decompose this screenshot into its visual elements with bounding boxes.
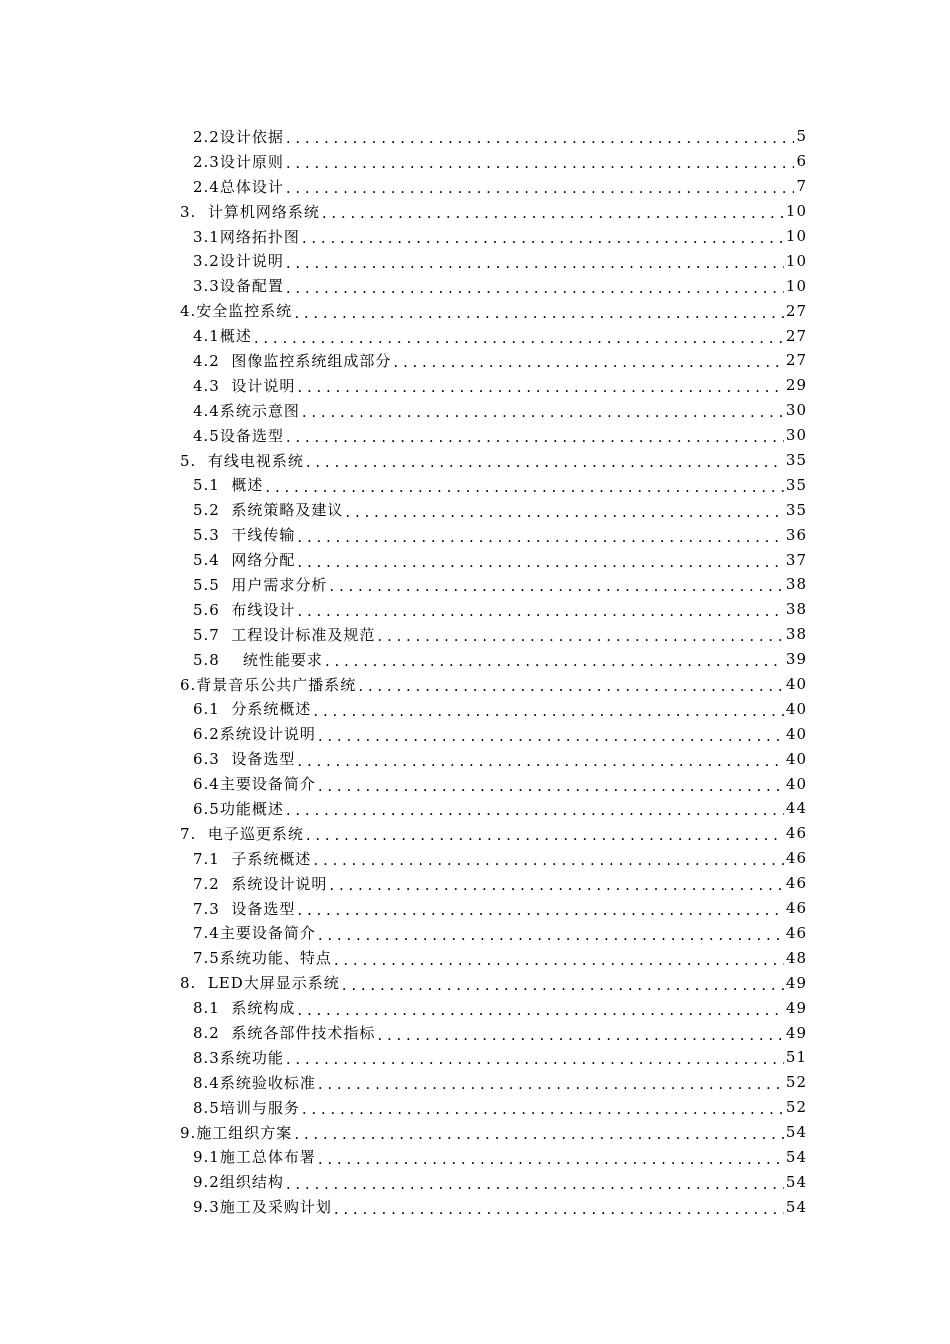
toc-dot-leader: [334, 1200, 784, 1218]
toc-dot-leader: [334, 951, 784, 969]
toc-entry-title: 9.3施工及采购计划: [193, 1198, 332, 1217]
toc-entry[interactable]: [0, 1020, 950, 1045]
toc-entry-page-number: 46: [785, 849, 807, 868]
toc-dot-leader: [286, 179, 795, 197]
toc-dot-leader: [297, 553, 784, 571]
toc-entry-page-number: 37: [785, 550, 807, 569]
toc-entry[interactable]: [0, 199, 950, 224]
toc-entry[interactable]: [0, 1194, 950, 1219]
toc-dot-leader: [318, 1075, 784, 1093]
toc-entry-page-number: 52: [785, 1098, 807, 1117]
toc-dot-leader: [297, 752, 784, 770]
toc-dot-leader: [297, 1001, 784, 1019]
toc-entry[interactable]: [0, 672, 950, 697]
toc-entry[interactable]: [0, 970, 950, 995]
toc-dot-leader: [286, 254, 784, 272]
toc-entry-page-number: 40: [785, 724, 807, 743]
toc-dot-leader: [297, 378, 784, 396]
toc-entry[interactable]: [0, 771, 950, 796]
toc-entry-page-number: 49: [785, 998, 807, 1017]
toc-entry[interactable]: [0, 572, 950, 597]
toc-entry-title: 8.2 系统各部件技术指标: [193, 1024, 376, 1042]
toc-entry-page-number: 40: [785, 675, 807, 694]
toc-entry-title: 6.5功能概述: [193, 799, 284, 818]
toc-entry-title: 7.4主要设备简介: [193, 924, 316, 943]
toc-entry[interactable]: [0, 921, 950, 946]
toc-entry-page-number: 35: [785, 475, 807, 494]
toc-entry[interactable]: [0, 149, 950, 174]
toc-entry[interactable]: [0, 248, 950, 273]
toc-entry-title: 9.2组织结构: [193, 1173, 284, 1192]
toc-dot-leader: [329, 577, 784, 595]
toc-entry[interactable]: [0, 497, 950, 522]
toc-entry[interactable]: [0, 896, 950, 921]
toc-entry-page-number: 48: [785, 948, 807, 967]
toc-entry-title: 4.3 设计说明: [193, 376, 296, 395]
toc-entry-title: 4.安全监控系统: [180, 302, 293, 321]
toc-entry[interactable]: [0, 373, 950, 398]
toc-entry-page-number: 36: [785, 525, 807, 544]
toc-entry-title: 5.8 统性能要求: [193, 650, 323, 669]
toc-dot-leader: [286, 801, 784, 819]
toc-dot-leader: [306, 826, 784, 844]
toc-entry-title: 5.3 干线传输: [193, 526, 296, 545]
toc-dot-leader: [329, 876, 784, 894]
toc-entry-title: 4.5设备选型: [193, 426, 284, 445]
toc-dot-leader: [318, 926, 784, 944]
toc-entry[interactable]: [0, 696, 950, 721]
toc-entry[interactable]: [0, 1095, 950, 1120]
toc-dot-leader: [265, 478, 784, 496]
toc-entry[interactable]: [0, 323, 950, 348]
toc-entry[interactable]: [0, 124, 950, 149]
toc-entry[interactable]: [0, 796, 950, 821]
toc-entry-title: 5.6 布线设计: [193, 600, 296, 619]
toc-dot-leader: [393, 353, 784, 371]
toc-entry-page-number: 10: [785, 227, 807, 245]
toc-entry-title: 5.7 工程设计标准及规范: [193, 625, 376, 644]
toc-entry-page-number: 7: [796, 177, 807, 196]
toc-dot-leader: [358, 677, 784, 695]
toc-dot-leader: [286, 428, 784, 446]
toc-entry-title: 2.2设计依据: [193, 127, 284, 146]
toc-entry[interactable]: [0, 746, 950, 771]
toc-entry-page-number: 29: [785, 376, 807, 395]
toc-entry-page-number: 38: [785, 600, 807, 619]
toc-entry[interactable]: [0, 522, 950, 547]
toc-entry[interactable]: [0, 871, 950, 896]
toc-entry[interactable]: [0, 995, 950, 1020]
toc-entry-page-number: 54: [785, 1172, 807, 1191]
toc-entry-title: 6.4主要设备简介: [193, 775, 316, 794]
toc-dot-leader: [302, 403, 784, 421]
toc-entry-title: 5.4 网络分配: [193, 551, 296, 570]
toc-entry-page-number: 46: [785, 899, 807, 918]
toc-entry-page-number: 40: [785, 699, 807, 718]
toc-dot-leader: [302, 229, 784, 247]
toc-dot-leader: [286, 129, 795, 147]
toc-entry-title: 9.1施工总体布署: [193, 1148, 316, 1167]
toc-entry-title: 5.5 用户需求分析: [193, 575, 328, 594]
toc-dot-leader: [306, 453, 784, 471]
toc-entry-title: 8. LED大屏显示系统: [180, 974, 340, 993]
toc-entry[interactable]: [0, 1169, 950, 1194]
toc-entry-title: 4.1概述: [193, 327, 252, 346]
toc-entry-page-number: 54: [785, 1147, 807, 1166]
toc-entry-title: 5.2 系统策略及建议: [193, 501, 344, 520]
toc-entry-title: 8.1 系统构成: [193, 999, 296, 1018]
toc-dot-leader: [286, 154, 795, 172]
toc-entry[interactable]: [0, 273, 950, 298]
toc-entry[interactable]: [0, 448, 950, 473]
toc-entry-page-number: 35: [785, 500, 807, 519]
toc-entry-title: 3. 计算机网络系统: [180, 202, 320, 221]
toc-entry-title: 2.4总体设计: [193, 177, 284, 196]
toc-entry-title: 7.3 设备选型: [193, 899, 296, 918]
toc-dot-leader: [294, 1125, 784, 1143]
toc-entry-title: 3.3设备配置: [193, 277, 284, 296]
toc-entry-page-number: 40: [785, 774, 807, 793]
toc-dot-leader: [294, 304, 784, 322]
toc-entry-title: 6.2系统设计说明: [193, 725, 316, 744]
toc-entry[interactable]: [0, 597, 950, 622]
toc-entry[interactable]: [0, 1145, 950, 1170]
toc-entry[interactable]: [0, 547, 950, 572]
toc-entry-title: 7.1 子系统概述: [193, 849, 312, 868]
toc-entry-title: 4.4系统示意图: [193, 401, 300, 420]
toc-dot-leader: [318, 727, 784, 745]
toc-entry-title: 3.1网络拓扑图: [193, 227, 300, 246]
toc-entry[interactable]: [0, 298, 950, 323]
toc-entry[interactable]: [0, 348, 950, 373]
toc-entry[interactable]: [0, 647, 950, 672]
toc-entry[interactable]: [0, 1045, 950, 1070]
toc-dot-leader: [297, 528, 784, 546]
toc-entry-page-number: 52: [785, 1073, 807, 1092]
toc-entry-title: 2.3设计原则: [193, 152, 284, 171]
toc-dot-leader: [286, 1175, 784, 1193]
toc-entry-title: 5. 有线电视系统: [180, 451, 304, 470]
toc-dot-leader: [254, 329, 784, 347]
toc-dot-leader: [313, 702, 784, 720]
toc-entry-page-number: 49: [785, 1023, 807, 1042]
toc-entry-page-number: 54: [785, 1197, 807, 1216]
toc-entry[interactable]: [0, 224, 950, 249]
toc-dot-leader: [302, 1100, 784, 1118]
toc-dot-leader: [377, 627, 784, 645]
toc-dot-leader: [318, 1150, 784, 1168]
toc-entry-page-number: 39: [785, 650, 807, 669]
toc-dot-leader: [342, 976, 784, 994]
toc-entry-title: 5.1 概述: [193, 476, 264, 495]
toc-entry[interactable]: [0, 423, 950, 448]
toc-entry-page-number: 54: [785, 1123, 807, 1142]
toc-entry-title: 7.2 系统设计说明: [193, 874, 328, 893]
toc-entry-page-number: 51: [785, 1048, 807, 1067]
toc-entry[interactable]: [0, 945, 950, 970]
toc-entry-page-number: 38: [785, 625, 807, 644]
toc-entry[interactable]: [0, 622, 950, 647]
toc-dot-leader: [286, 1050, 784, 1068]
toc-entry-title: 7. 电子巡更系统: [180, 824, 304, 843]
toc-entry-title: 3.2设计说明: [193, 252, 284, 271]
table-of-contents: [0, 124, 950, 1219]
toc-dot-leader: [377, 1026, 784, 1044]
toc-entry-title: 8.5培训与服务: [193, 1098, 300, 1117]
toc-dot-leader: [318, 777, 784, 795]
toc-entry[interactable]: [0, 821, 950, 846]
toc-dot-leader: [345, 503, 784, 521]
toc-entry-title: 6.3 设备选型: [193, 750, 296, 769]
toc-entry-page-number: 27: [785, 351, 807, 370]
toc-entry-page-number: 46: [785, 923, 807, 942]
toc-entry-page-number: 6: [796, 152, 807, 171]
toc-entry-page-number: 5: [796, 127, 807, 146]
toc-entry-page-number: 27: [785, 326, 807, 345]
toc-entry[interactable]: [0, 1120, 950, 1145]
toc-entry-page-number: 38: [785, 575, 807, 594]
toc-entry-title: 7.5系统功能、特点: [193, 949, 332, 968]
toc-dot-leader: [322, 204, 784, 222]
toc-entry-page-number: 49: [785, 973, 807, 992]
toc-entry-title: 6.背景音乐公共广播系统: [180, 675, 357, 694]
toc-entry-page-number: 46: [785, 824, 807, 843]
toc-entry-page-number: 10: [785, 276, 807, 295]
toc-entry[interactable]: [0, 398, 950, 423]
toc-entry-page-number: 10: [785, 202, 807, 221]
toc-dot-leader: [286, 279, 784, 297]
toc-entry[interactable]: [0, 846, 950, 871]
toc-entry[interactable]: [0, 174, 950, 199]
toc-entry[interactable]: [0, 721, 950, 746]
toc-entry-page-number: 30: [785, 401, 807, 420]
toc-entry[interactable]: [0, 1070, 950, 1095]
toc-dot-leader: [325, 652, 784, 670]
toc-entry-title: 8.3系统功能: [193, 1048, 284, 1067]
toc-dot-leader: [297, 602, 784, 620]
toc-entry-page-number: 10: [785, 251, 807, 270]
toc-entry[interactable]: [0, 472, 950, 497]
toc-entry-page-number: 44: [785, 799, 807, 818]
toc-entry-title: 4.2 图像监控系统组成部分: [193, 351, 392, 370]
toc-entry-title: 9.施工组织方案: [180, 1123, 293, 1142]
toc-entry-page-number: 46: [785, 874, 807, 893]
toc-entry-page-number: 30: [785, 426, 807, 445]
toc-entry-page-number: 27: [785, 301, 807, 320]
toc-entry-title: 8.4系统验收标准: [193, 1073, 316, 1092]
toc-entry-title: 6.1 分系统概述: [193, 700, 312, 719]
toc-dot-leader: [313, 851, 784, 869]
toc-entry-page-number: 35: [785, 451, 807, 470]
toc-entry-page-number: 40: [785, 749, 807, 768]
toc-dot-leader: [297, 901, 784, 919]
